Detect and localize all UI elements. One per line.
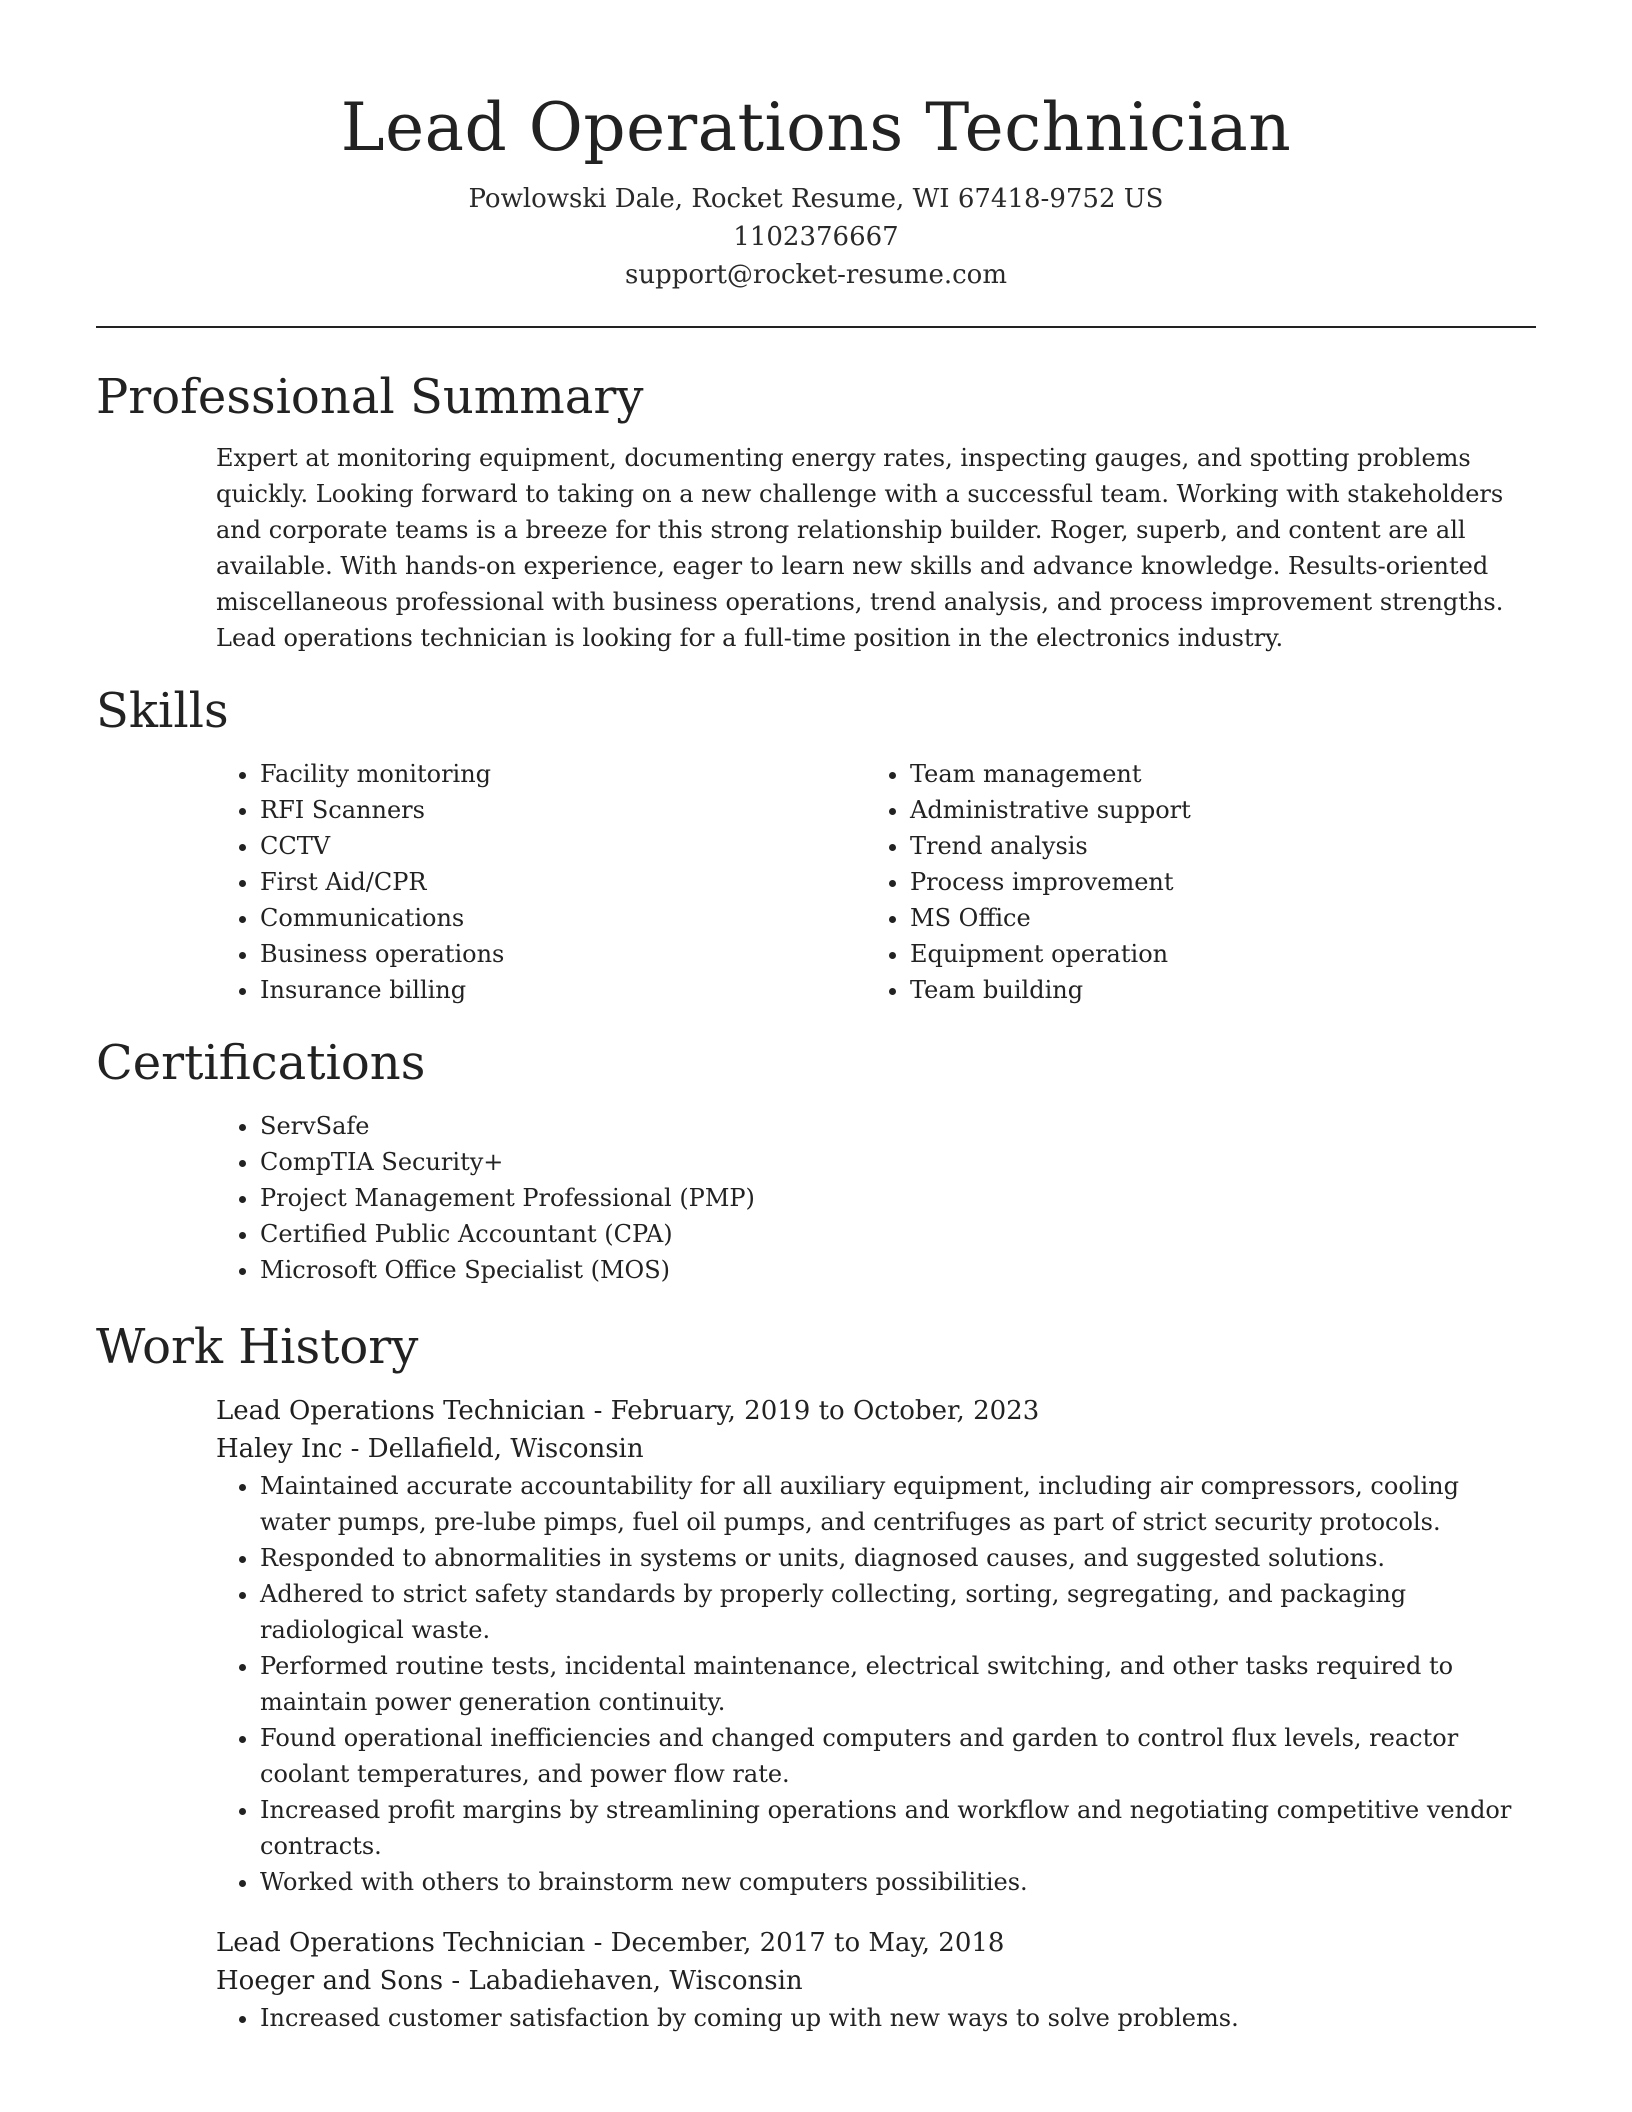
summary-heading: Professional Summary — [96, 369, 644, 425]
skill-item: • Team building — [910, 972, 1396, 1008]
skill-item: • RFI Scanners — [260, 792, 746, 828]
certification-item: • Certified Public Accountant (CPA) — [260, 1216, 1536, 1252]
skill-item: • Administrative support — [910, 792, 1396, 828]
job-location: Labadiehaven, Wisconsin — [468, 1966, 803, 1996]
skill-item: • Facility monitoring — [260, 756, 746, 792]
skills-grid — [96, 756, 1536, 1008]
job-entry — [216, 1392, 1536, 1900]
certification-item: • ServSafe — [260, 1108, 1536, 1144]
job-duties-list — [216, 1468, 1536, 1900]
skills-column-left — [96, 756, 746, 1008]
contact-address: Powlowski Dale, Rocket Resume, WI 67418-9752 US — [468, 184, 1164, 214]
job-company-line: Haley Inc - Dellafield, Wisconsin — [216, 1434, 644, 1464]
job-company-line: Hoeger and Sons - Labadiehaven, Wisconsin — [216, 1966, 803, 1996]
resume-title: Lead Operations Technician — [340, 89, 1292, 166]
summary-section — [96, 366, 1536, 656]
skills-column-right — [746, 756, 1396, 1008]
job-duty-item: • Found operational inefficiencies and changed computers and garden to control flux levels, reactor coolant temperatures, and power flow rate. — [260, 1720, 1536, 1792]
skill-item: • Trend analysis — [910, 828, 1396, 864]
job-role: Lead Operations Technician — [216, 1396, 586, 1426]
work-history-section — [96, 1316, 1536, 2036]
skill-item: • Process improvement — [910, 864, 1396, 900]
contact-phone: 1102376667 — [733, 222, 899, 252]
header-divider — [96, 326, 1536, 328]
certification-item: • CompTIA Security+ — [260, 1144, 1536, 1180]
skill-item: • First Aid/CPR — [260, 864, 746, 900]
resume-page — [96, 0, 1536, 2112]
skills-list-left — [96, 756, 746, 1008]
job-duty-item: • Responded to abnormalities in systems or units, diagnosed causes, and suggested solutions. — [260, 1540, 1536, 1576]
job-dates: December, 2017 to May, 2018 — [610, 1928, 1005, 1958]
skill-item: • Insurance billing — [260, 972, 746, 1008]
job-company: Haley Inc — [216, 1434, 343, 1464]
job-title-line: Lead Operations Technician - December, 2017 to May, 2018 — [216, 1928, 1005, 1958]
skills-list-right — [746, 756, 1396, 1008]
job-duty-item: • Increased profit margins by streamlining operations and workflow and negotiating competitive vendor contracts. — [260, 1792, 1536, 1864]
skill-item: • Business operations — [260, 936, 746, 972]
job-duties-list — [216, 2000, 1536, 2036]
skills-heading: Skills — [96, 683, 229, 739]
skills-section — [96, 680, 1536, 1008]
certifications-section — [96, 1032, 1536, 1288]
contact-email: support@rocket-resume.com — [624, 260, 1007, 290]
job-dates: February, 2019 to October, 2023 — [610, 1396, 1040, 1426]
certifications-heading: Certifications — [96, 1035, 426, 1091]
certification-item: • Project Management Professional (PMP) — [260, 1180, 1536, 1216]
job-title-line: Lead Operations Technician - February, 2019 to October, 2023 — [216, 1396, 1040, 1426]
job-entry — [216, 1924, 1536, 2036]
certifications-list — [96, 1108, 1536, 1288]
contact-block — [96, 180, 1536, 294]
job-duty-item: • Increased customer satisfaction by coming up with new ways to solve problems. — [260, 2000, 1536, 2036]
skill-item: • Team management — [910, 756, 1396, 792]
job-role: Lead Operations Technician — [216, 1928, 586, 1958]
skill-item: • CCTV — [260, 828, 746, 864]
job-duty-item: • Maintained accurate accountability for all auxiliary equipment, including air compressors, cooling water pumps, pre-lube pimps, fuel oil pumps, and centrifuges as part of strict security protocols. — [260, 1468, 1536, 1540]
job-location: Dellafield, Wisconsin — [367, 1434, 644, 1464]
summary-text: Expert at monitoring equipment, documenting energy rates, inspecting gauges, and spotting problems quickly. Looking forward to taking on a new challenge with a successful team. Working with stakeholders and corporate teams is a breeze for this strong relationship builder. Roger, superb, and content are all available. With hands-on experience, eager to learn new skills and advance knowledge. Results-oriented miscellaneous professional with business operations, trend analysis, and process improvement strengths. Lead operations technician is looking for a full-time position in the electronics industry. — [216, 444, 1504, 652]
job-duty-item: • Performed routine tests, incidental maintenance, electrical switching, and other tasks required to maintain power generation continuity. — [260, 1648, 1536, 1720]
skill-item: • Equipment operation — [910, 936, 1396, 972]
job-duty-item: • Worked with others to brainstorm new computers possibilities. — [260, 1864, 1536, 1900]
skill-item: • MS Office — [910, 900, 1396, 936]
skill-item: • Communications — [260, 900, 746, 936]
job-duty-item: • Adhered to strict safety standards by properly collecting, sorting, segregating, and packaging radiological waste. — [260, 1576, 1536, 1648]
certification-item: • Microsoft Office Specialist (MOS) — [260, 1252, 1536, 1288]
work-history-heading: Work History — [96, 1319, 419, 1375]
resume-header — [96, 0, 1536, 294]
job-company: Hoeger and Sons — [216, 1966, 444, 1996]
